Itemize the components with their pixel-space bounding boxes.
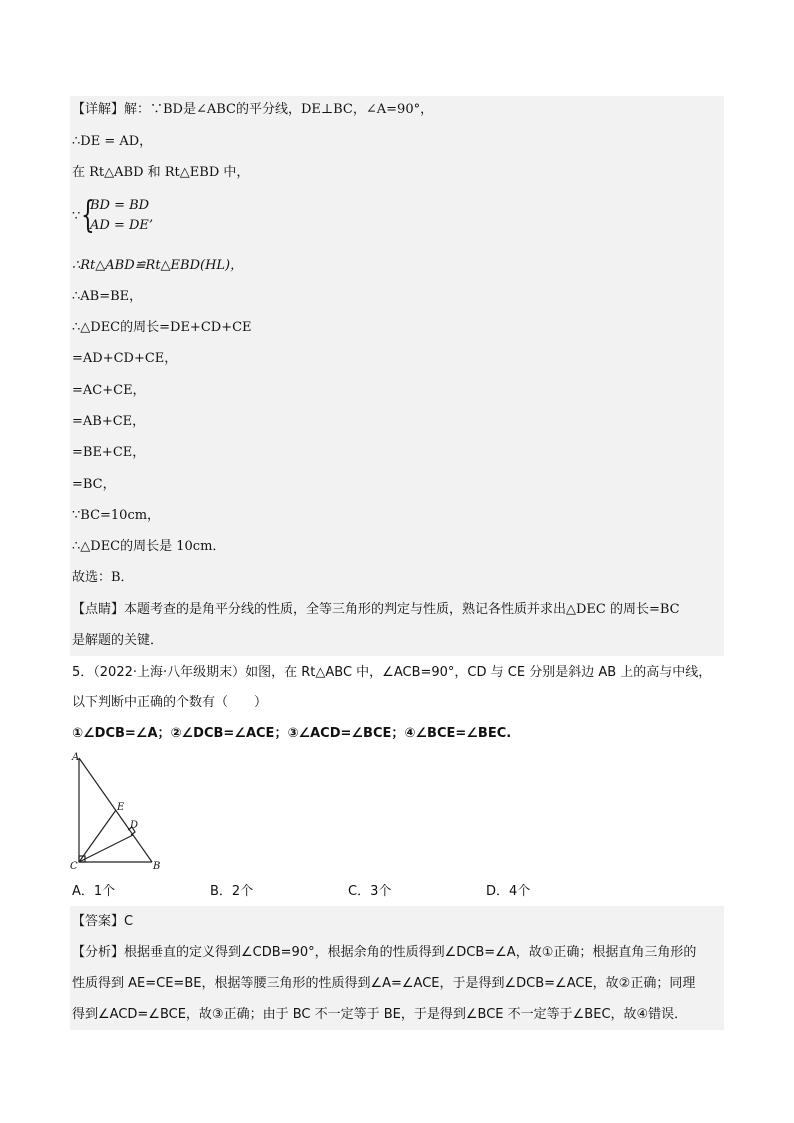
label-a: A [72, 752, 80, 763]
option-b: B．2个 [210, 884, 254, 899]
equation-system [72, 196, 272, 240]
system-row-1: BD = BD [90, 198, 150, 213]
solution-line-10: =BE+CE， [72, 445, 146, 460]
solution-line-12: ∵BC=10cm， [72, 508, 161, 523]
comment-line-2: 是解题的关键． [72, 633, 164, 648]
solution-line-14: 故选：B． [72, 570, 134, 585]
left-brace: { [81, 195, 95, 236]
question-5-line-1: 5．（2022·上海·八年级期末）如图，在 Rt△ABC 中，∠ACB=90°，CD 与 CE 分别是斜边 AB 上的高与中线， [72, 665, 712, 680]
solution-line-6: ∴△DEC的周长=DE+CD+CE [72, 320, 252, 335]
question-5-statements: ①∠DCB=∠A；②∠DCB=∠ACE；③∠ACD=∠BCE；④∠BCE=∠BEC. [72, 726, 512, 741]
solution-line-13: ∴△DEC的周长是 10cm． [72, 539, 226, 554]
solution-line-2: ∴DE = AD， [72, 134, 153, 149]
because-symbol: ∵ [72, 209, 81, 224]
label-c: C [70, 861, 78, 872]
system-row-2: AD = DE’ [90, 218, 154, 233]
solution-line-11: =BC， [72, 477, 116, 492]
segment-cd [79, 835, 133, 862]
solution-line-4: ∴Rt△ABD≌Rt△EBD(HL)， [72, 258, 244, 273]
triangle-figure [68, 748, 168, 872]
solution-line-9: =AB+CE， [72, 414, 146, 429]
solution-line-7: =AD+CD+CE， [72, 351, 178, 366]
option-d: D．4个 [486, 884, 531, 899]
label-e: E [117, 802, 125, 813]
analysis-line-2: 性质得到 AE=CE=BE，根据等腰三角形的性质得到∠A=∠ACE，于是得到∠DCB=∠ACE，故②正确；同理 [72, 976, 696, 991]
label-b: B [153, 861, 161, 872]
analysis-line-3: 得到∠ACD=∠BCE，故③正确；由于 BC 不一定等于 BE，于是得到∠BCE 不一定等于∠BEC，故④错误． [72, 1007, 688, 1022]
comment-line-1: 【点睛】本题考查的是角平分线的性质，全等三角形的判定与性质，熟记各性质并求出△DEC 的周长=BC [72, 602, 680, 617]
solution-line-1: 【详解】解：∵BD是∠ABC的平分线，DE⊥BC，∠A=90°， [72, 102, 434, 117]
solution-line-5: ∴AB=BE， [72, 289, 143, 304]
solution-line-3: 在 Rt△ABD 和 Rt△EBD 中， [72, 165, 250, 180]
option-c: C．3个 [348, 884, 392, 899]
solution-line-8: =AC+CE， [72, 383, 146, 398]
answer-line: 【答案】C [72, 914, 134, 929]
question-5-line-2: 以下判断中正确的个数有（ ） [72, 695, 268, 710]
label-d: D [130, 820, 139, 831]
segment-ce [79, 810, 116, 862]
option-a: A．1个 [72, 884, 116, 899]
analysis-line-1: 【分析】根据垂直的定义得到∠CDB=90°，根据余角的性质得到∠DCB=∠A，故①正确；根据直角三角形的 [72, 945, 697, 960]
